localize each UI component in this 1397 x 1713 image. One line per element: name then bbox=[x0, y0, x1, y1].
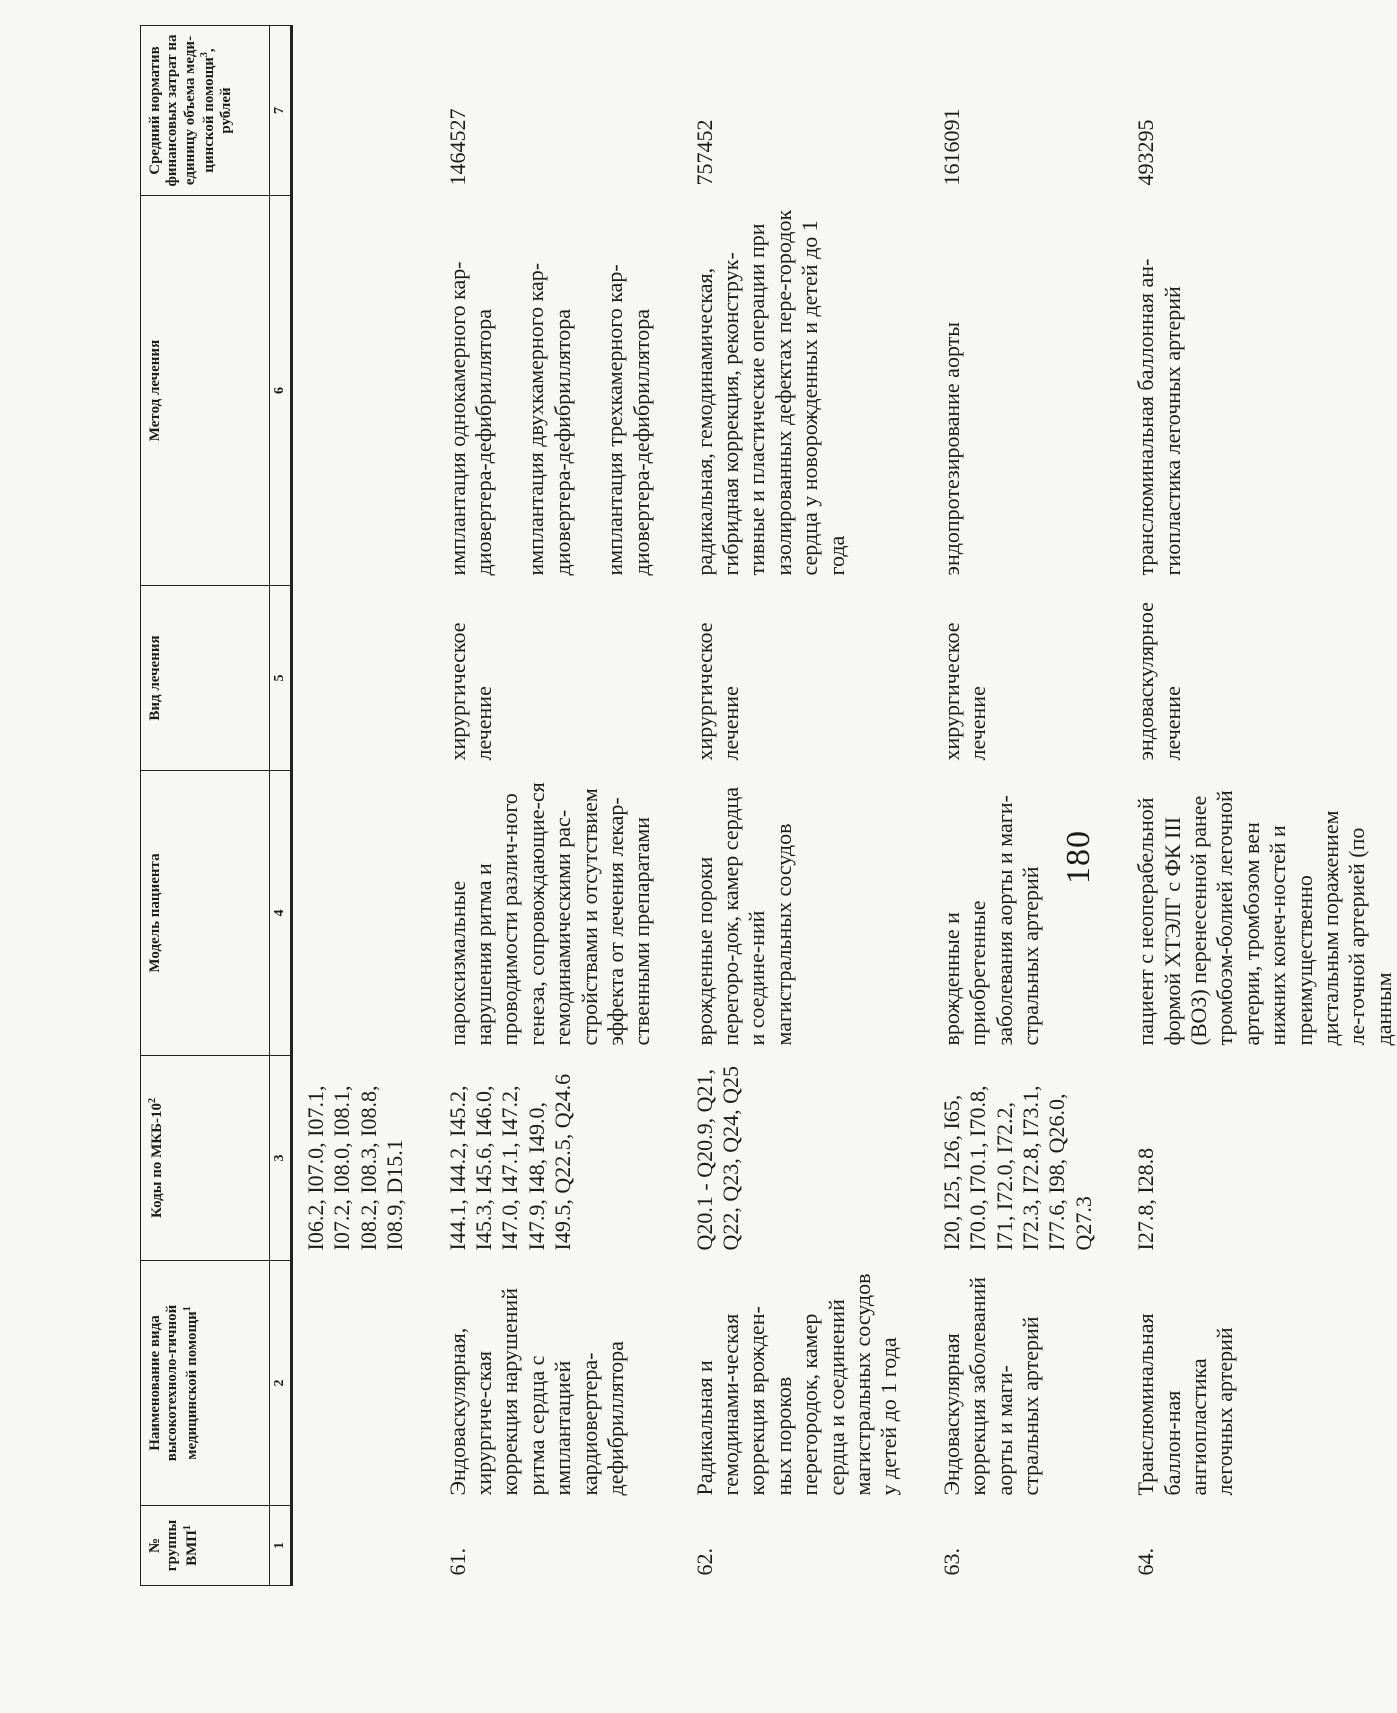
treatment-methods bbox=[909, 196, 1103, 586]
icd-codes: I27.8, I28.8 bbox=[1133, 1147, 1159, 1251]
vmp-name: Радикальная и гемодинами-ческая коррекция врожден-ных пороков перегородок, камер сердца и соединений магистральных сосудов у детей до 1 года bbox=[691, 1273, 902, 1496]
treatment-methods bbox=[415, 196, 662, 586]
average-cost: 1616091 bbox=[938, 108, 964, 186]
vmp-name: Эндоваскулярная коррекция заболеваний аорты и маги-стральных артерий bbox=[938, 1277, 1043, 1496]
header-average-cost: Средний норматив финансовых затрат на единицу объема меди-цинской помощи$^3$, рублей bbox=[141, 26, 270, 196]
table-row bbox=[909, 26, 1103, 1586]
page-number: 180 bbox=[1060, 830, 1097, 884]
column-number: 1 bbox=[270, 1506, 292, 1586]
treatment-method: имплантация двухкамерного кар-диовертера-дефибриллятора bbox=[523, 262, 575, 576]
treatment-method: имплантация трехкамерного кар-диовертера-дефибриллятора bbox=[602, 264, 654, 576]
header-vmp-name: Наименование вида высокотехноло-гичной медицинской помощи$^1$ bbox=[141, 1261, 270, 1506]
treatment-method: радикальная, гемодинамическая, гибридная коррекция, реконструк-тивные и пластические операции при изолированных дефектах пере-городок сердца у новорожденных и детей до 1 года bbox=[691, 209, 849, 576]
icd-codes: I06.2, I07.0, I07.1, I07.2, I08.0, I08.1, I08.2, I08.3, I08.8, I08.9, D15.1 bbox=[303, 1085, 408, 1251]
average-cost: 493295 bbox=[1133, 119, 1159, 186]
column-number: 6 bbox=[270, 196, 292, 586]
header-patient-model: Модель пациента bbox=[141, 771, 270, 1056]
vmp-name: Транслюминальная баллон-ная ангиопластика легочных артерий bbox=[1133, 1313, 1238, 1496]
average-cost: 1464527 bbox=[444, 108, 470, 186]
icd-codes: I20, I25, I26, I65, I70.0, I70.1, I70.8, I71, I72.0, I72.2, I72.3, I72.8, I73.1, I77.6, I98, Q26.0, Q27.3 bbox=[938, 1085, 1096, 1251]
header-icd-codes: Коды по МКБ-$10^2$ bbox=[141, 1056, 270, 1261]
icd-codes: I44.1, I44.2, I45.2, I45.3, I45.6, I46.0, I47.0, I47.1, I47.2, I47.9, I48, I49.0, I49.5, Q22.5, Q24.6 bbox=[444, 1073, 576, 1251]
treatment-methods bbox=[662, 196, 909, 586]
table-row bbox=[662, 26, 909, 1586]
header-treatment-method: Метод лечения bbox=[141, 196, 270, 586]
vmp-name: Эндоваскулярная, хирургиче-ская коррекция нарушений ритма сердца с имплантацией кардиовертера-дефибриллятора bbox=[444, 1288, 628, 1496]
group-number: 63. bbox=[938, 1548, 964, 1576]
patient-model: врожденные и приобретенные заболевания аорты и маги-стральных артерий bbox=[938, 795, 1043, 1046]
column-number: 5 bbox=[270, 586, 292, 771]
patient-model: пациент с неоперабельной формой ХТЭЛГ с ФК III (ВОЗ) перенесенной ранее тромбоэм-болией легочной артерии, тромбозом вен нижних конеч-ностей и преимущественно дистальным поражением ле-гочной артерией (по данным bbox=[1133, 790, 1396, 1046]
treatment-type: хирургическое лечение bbox=[938, 622, 991, 761]
group-number: 64. bbox=[1133, 1548, 1159, 1576]
header-treatment-type: Вид лечения bbox=[141, 586, 270, 771]
patient-model: врожденные пороки перегоро-док, камер сердца и соедине-ний магистральных сосудов bbox=[691, 786, 796, 1046]
treatment-method: эндопротезирование аорты bbox=[938, 321, 964, 576]
treatment-methods bbox=[1103, 196, 1397, 586]
treatment-method: транслюминальная баллонная ан-гиопластика легочных артерий bbox=[1133, 258, 1185, 576]
header-group-number: № группы ВМП$^1$ bbox=[141, 1506, 270, 1586]
treatment-method: имплантация однокамерного кар-диовертера-дефибриллятора bbox=[444, 261, 496, 576]
vmp-table bbox=[140, 25, 1397, 1586]
table-row bbox=[415, 26, 662, 1586]
group-number: 61. bbox=[444, 1548, 470, 1576]
group-number: 62. bbox=[691, 1548, 717, 1576]
column-number-row bbox=[270, 26, 292, 1586]
table-header-row bbox=[141, 26, 270, 1586]
table-row-continuation bbox=[292, 26, 415, 1586]
table-row bbox=[1103, 26, 1397, 1586]
column-number: 3 bbox=[270, 1056, 292, 1261]
treatment-type: эндоваскулярное лечение bbox=[1133, 602, 1185, 761]
column-number: 2 bbox=[270, 1261, 292, 1506]
treatment-type: хирургическое лечение bbox=[444, 622, 496, 761]
average-cost: 757452 bbox=[691, 119, 717, 186]
column-number: 7 bbox=[270, 26, 292, 196]
patient-model: пароксизмальные нарушения ритма и проводимости различ-ного генеза, сопровождающие-ся гемодинамическими рас-стройствами и отсутствием эффекта от лечения лекар-ственными препаратами bbox=[444, 782, 655, 1046]
treatment-type: хирургическое лечение bbox=[691, 622, 744, 761]
column-number: 4 bbox=[270, 771, 292, 1056]
icd-codes: Q20.1 - Q20.9, Q21, Q22, Q23, Q24, Q25 bbox=[691, 1065, 744, 1251]
